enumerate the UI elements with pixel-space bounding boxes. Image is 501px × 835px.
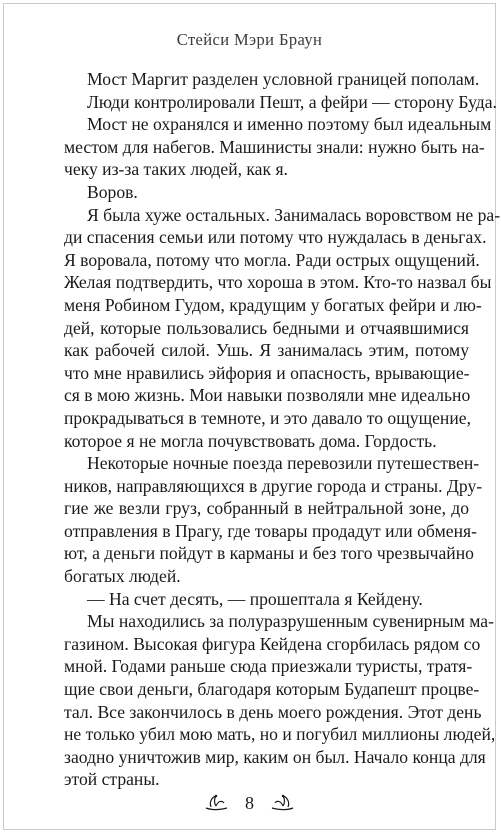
text-line: которое я не могла почувствовать дома. Гордость.: [64, 430, 437, 451]
page-number: 8: [245, 792, 254, 813]
body-text: [64, 68, 501, 791]
text-line: Люди контролировали Пешт, а фейри — сторону Буда.: [87, 91, 497, 112]
page-folio: [4, 790, 495, 816]
text-line: Мы находились за полуразрушенным сувенирным ма-: [87, 611, 494, 632]
text-line: заодно уничтожив мир, каким он был. Начало конца для: [64, 746, 486, 767]
text-line: тал. Все закончилось в день моего рождения. Этот день: [64, 701, 482, 722]
text-line: Желая подтвердить, что хороша в этом. Кто-то назвал бы: [64, 272, 492, 293]
text-line: чеку из-за таких людей, как я.: [64, 159, 288, 180]
text-line: дей, которые пользовались бедными и отчаявшимися: [64, 317, 469, 338]
running-head: Стейси Мэри Браун: [176, 30, 323, 49]
text-line: ся в мою жизнь. Мои навыки позволяли мне идеально: [64, 385, 471, 406]
text-line: ди спасения семьи или потому что нуждалась в деньгах.: [64, 227, 487, 248]
text-line: Я была хуже остальных. Занималась воровством не ра-: [87, 204, 501, 225]
text-line: прокрадываться в темноте, и это давало то ощущение,: [64, 407, 471, 428]
text-line: местом для набегов. Машинисты знали: нужно быть на-: [64, 136, 485, 157]
text-line: не только убил мою мать, но и погубил миллионы людей,: [64, 724, 496, 745]
text-line: этой страны.: [64, 769, 160, 790]
text-line: мной. Годами раньше сюда приезжали туристы, тратя-: [64, 656, 473, 677]
text-line: гие же везли груз, собранный в нейтральной зоне, до: [64, 498, 469, 519]
text-line: Я воровала, потому что могла. Ради острых ощущений.: [64, 249, 480, 270]
text-line: отправления в Прагу, где товары продадут или обменя-: [64, 520, 477, 541]
text-line: Некоторые ночные поезда перевозили путешествен-: [87, 453, 480, 474]
text-line: ют, а деньги пойдут в карманы и без того чрезвычайно: [64, 543, 474, 564]
text-line: меня Робином Гудом, крадущим у богатых фейри и лю-: [64, 294, 482, 315]
text-line: Мост Маргит разделен условной границей пополам.: [87, 69, 480, 89]
ornament-right-icon: [268, 792, 296, 814]
text-line: что мне нравились эйфория и опасность, врывающие-: [64, 362, 470, 383]
text-line: богатых людей.: [64, 566, 181, 587]
text-line: ников, направляющихся в другие города и страны. Дру-: [64, 475, 483, 496]
text-line: щие свои деньги, благодаря которым Будапешт процве-: [64, 679, 480, 700]
text-line: Мост не охранялся и именно поэтому был идеальным: [87, 114, 492, 135]
text-line: Воров.: [87, 181, 138, 202]
text-line: газином. Высокая фигура Кейдена сгорбилась рядом со: [64, 633, 481, 654]
text-line: — На счет десять, — прошептала я Кейдену.: [87, 588, 423, 609]
text-line: как рабочей силой. Ушь. Я занималась этим, потому: [64, 340, 469, 361]
ornament-left-icon: [203, 792, 231, 814]
book-page: [3, 3, 501, 830]
